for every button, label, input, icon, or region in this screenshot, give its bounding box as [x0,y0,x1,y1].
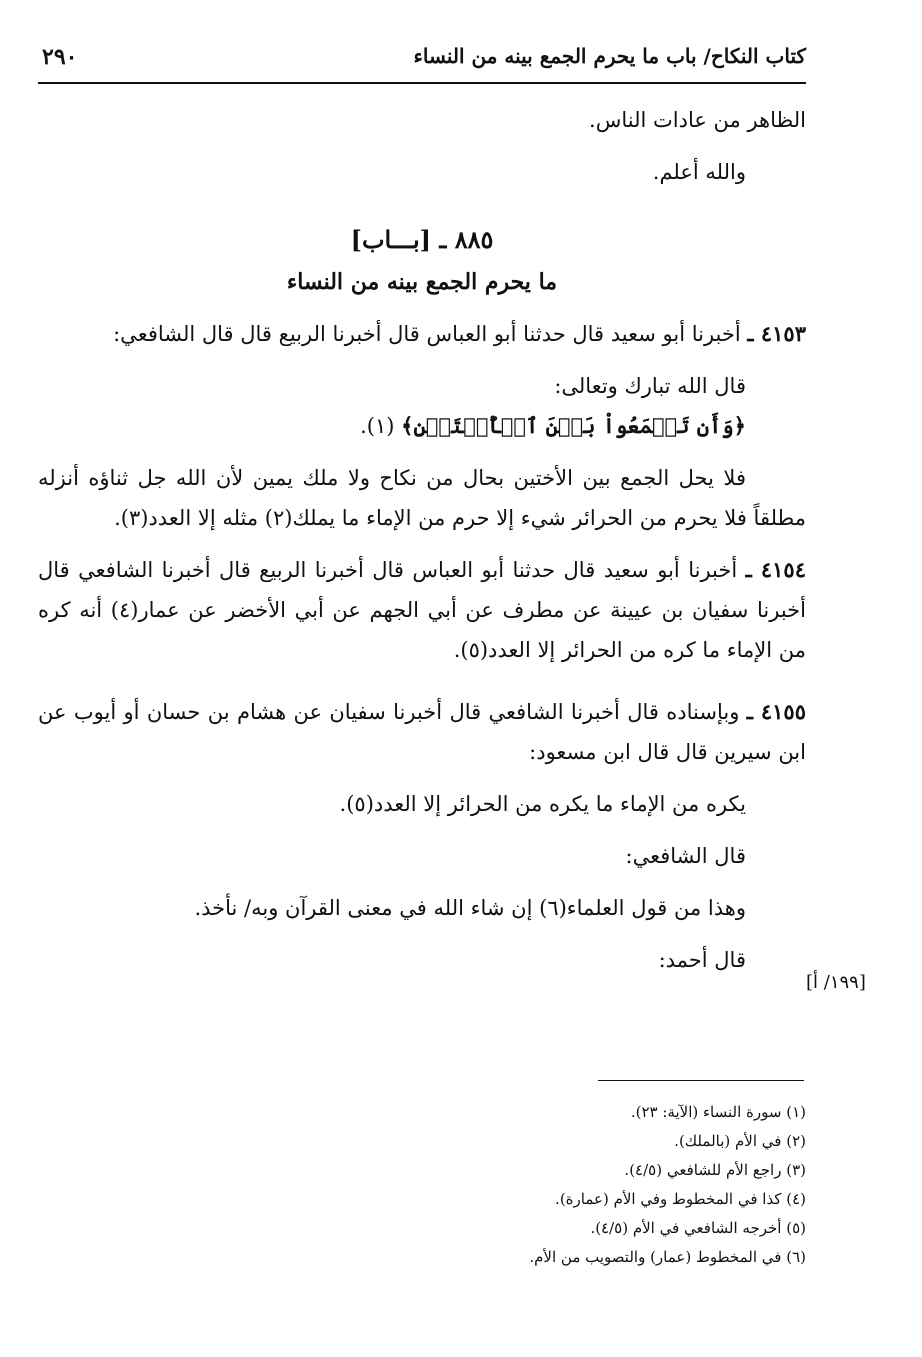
footnote: (٥) أخرجه الشافعي في الأم (٤/٥). [590,1219,806,1237]
footnote: (٢) في الأم (بالملك). [674,1132,806,1150]
margin-folio-note: [١٩٩/ أ] [806,972,866,993]
hadith-text: أخبرنا أبو سعيد قال حدثنا أبو العباس قال أخبرنا الربيع قال قال الشافعي: [113,322,741,346]
page-header [38,38,806,84]
ahmad-label: قال أحمد: [658,948,746,972]
footnote: (٦) في المخطوط (عمار) والتصويب من الأم. [529,1248,806,1266]
hadith-4154 [38,550,806,670]
chapter-number: ٨٨٥ ـ [بـــاب] [350,225,494,254]
hadith-4153 [38,314,806,354]
page-number: ٢٩٠ [42,44,78,70]
main-text [38,100,806,980]
intro-line: الظاهر من عادات الناس. [589,108,806,132]
hadith-text: وبإسناده قال أخبرنا الشافعي قال أخبرنا سفيان عن هشام بن حسان أو أيوب عن ابن سيرين قال قال ابن مسعود: [38,700,806,764]
quran-verse: ﴿وَأَن تَجۡمَعُواْ بَيۡنَ ٱلۡأُخۡتَيۡنِ﴾ [401,413,746,438]
hadith-number: ٤١٥٣ ـ [747,321,806,346]
commentary: فلا يحل الجمع بين الأختين بحال من نكاح ولا ملك يمين لأن الله جل ثناؤه أنزله مطلقاً فلا يحرم من الحرائر شيء إلا حرم من الإماء ما يملك(٢) مثله إلا العدد(٣). [38,466,806,530]
footnotes [38,1098,806,1272]
hadith-number: ٤١٥٥ ـ [746,699,806,724]
chapter-title: ما يحرم الجمع بينه من النساء [286,269,558,295]
hadith-4155 [38,692,806,772]
hadith-text: أخبرنا أبو سعيد قال حدثنا أبو العباس قال أخبرنا الربيع قال أخبرنا الشافعي قال أخبرنا سفيان بن عيينة عن مطرف عن أبي الجهم عن أبي الأخضر عن عمار(٤) أنه كره من الإماء ما كره من الحرائر إلا العدد(٥). [38,558,806,662]
footnote: (١) سورة النساء (الآية: ٢٣). [630,1103,806,1121]
shafii-text: وهذا من قول العلماء(٦) إن شاء الله في معنى القرآن وبه/ نأخذ. [194,896,746,920]
verse-footnote-ref: (١). [360,414,395,438]
quote-intro: قال الله تبارك وتعالى: [554,374,746,398]
running-title: كتاب النكاح/ باب ما يحرم الجمع بينه من النساء [413,44,806,68]
hadith-number: ٤١٥٤ ـ [745,557,806,582]
footnote: (٣) راجع الأم للشافعي (٤/٥). [624,1161,806,1179]
quote: يكره من الإماء ما يكره من الحرائر إلا العدد(٥). [339,792,746,816]
intro-closing: والله أعلم. [652,160,746,184]
shafii-label: قال الشافعي: [625,844,746,868]
verse-line [38,406,806,446]
footnote-divider [598,1080,804,1081]
footnote: (٤) كذا في المخطوط وفي الأم (عمارة). [555,1190,806,1208]
